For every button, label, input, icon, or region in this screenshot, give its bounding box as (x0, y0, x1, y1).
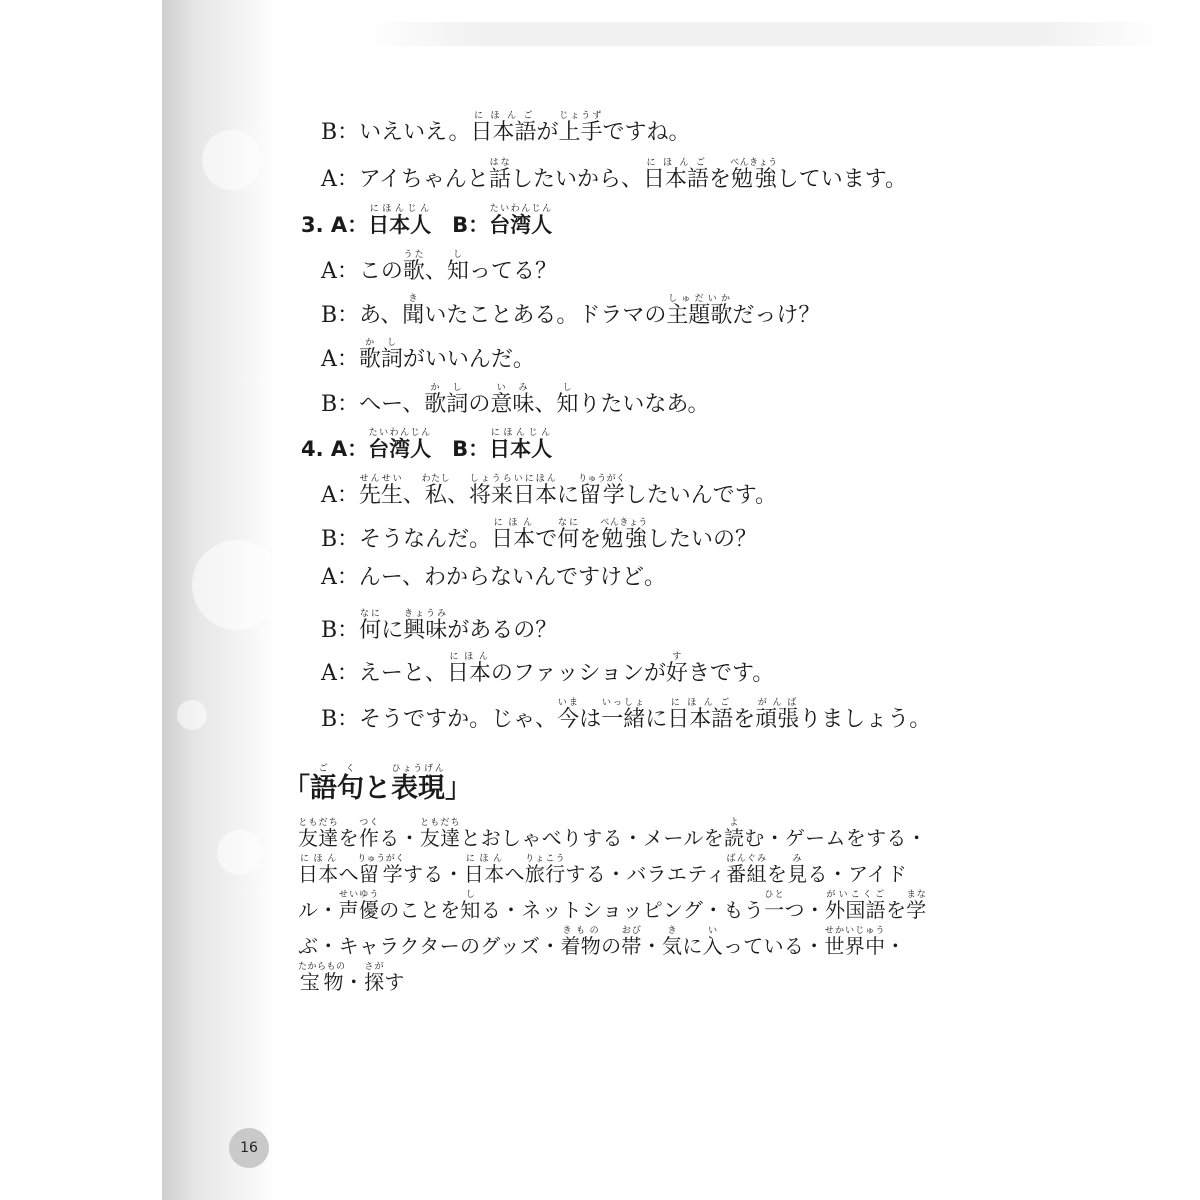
furigana: にほんご (667, 698, 734, 708)
furigana: き (662, 926, 683, 936)
furigana: ひょうげん (391, 764, 445, 774)
vocab-text: ぶ・キャラクターのグッズ・ (298, 934, 561, 958)
dialogue-line (321, 565, 666, 591)
dialogue-text: りましょう。 (799, 707, 932, 732)
dialogue-text: B：あ、 (321, 303, 403, 328)
dialogue-word: 勉強べんきょう (600, 518, 648, 552)
heading-word: 語句ごく (310, 764, 364, 804)
dialogue-word: 知し (556, 383, 579, 417)
vocab-text: へ (338, 862, 359, 886)
furigana: わたし (421, 474, 451, 484)
dialogue-word: 主題歌しゅだいか (666, 294, 733, 328)
dialogue-text: A：んー、わからないんですけど。 (321, 565, 667, 590)
dialogue-word: 留学りゅうがく (578, 474, 626, 508)
dialogue-text: で (535, 527, 558, 552)
dialogue-line (321, 609, 557, 644)
decorative-bubble (202, 130, 262, 190)
dialogue-word: 日本語にほんご (470, 111, 537, 145)
decorative-top-strip (362, 22, 1162, 46)
decorative-bubble (217, 830, 262, 875)
vocabulary-list (298, 818, 938, 1000)
vocab-text: に (682, 934, 703, 958)
furigana: いみ (490, 383, 535, 393)
dialogue-word: 日本語にほんご (642, 158, 709, 192)
decorative-bubble (192, 540, 282, 630)
vocab-word: 気き (662, 926, 683, 958)
dialogue-word: 何なに (557, 518, 580, 552)
vocab-word: 友達ともだち (419, 818, 461, 850)
vocab-text: へ (504, 862, 525, 886)
furigana: せかいじゅう (824, 926, 886, 936)
dialogue-group-header (301, 204, 552, 238)
vocab-text: する・バラエティ (565, 862, 727, 886)
dialogue-text: ですね。 (602, 120, 691, 145)
vocab-text: む・ゲームをする・ (744, 826, 927, 850)
dialogue-word: 私わたし (421, 474, 451, 508)
dialogue-text: を (733, 707, 756, 732)
vocab-text: ・ (343, 970, 365, 994)
vocab-text: る・アイドル・ (298, 862, 908, 922)
dialogue-line (321, 383, 710, 418)
vocab-word: 日本にほん (463, 854, 505, 886)
dialogue-text: があるの？ (447, 618, 558, 643)
furigana: たいわんじん (368, 428, 432, 438)
vocab-text: のことを (379, 898, 461, 922)
vocab-word: 入い (702, 926, 723, 958)
furigana: せんせい (358, 474, 403, 484)
furigana: じょうず (558, 111, 603, 121)
dialogue-text: 4. A： (301, 437, 369, 461)
dialogue-text: B：へー、 (321, 392, 425, 417)
dialogue-word: 日本にほん (446, 652, 491, 686)
vocab-text: を (885, 898, 907, 922)
dialogue-word: 今いま (557, 698, 580, 732)
dialogue-word: 日本語にほんご (667, 698, 734, 732)
dialogue-word: 日本にほん (491, 518, 536, 552)
furigana: かし (358, 338, 403, 348)
dialogue-word: 好す (666, 652, 689, 686)
vocab-text: する・ (402, 862, 464, 886)
dialogue-word: 将来日本しょうらいにほん (468, 474, 557, 508)
dialogue-word: 先生せんせい (358, 474, 403, 508)
vocab-word: 留学りゅうがく (357, 854, 405, 886)
vocab-text: る・ (379, 826, 420, 850)
furigana: し (556, 383, 579, 393)
furigana: たいわんじん (489, 204, 553, 214)
vocab-word: 宝物たからもの (298, 962, 346, 994)
dialogue-text: のファッションが (490, 661, 667, 686)
furigana: し (446, 250, 469, 260)
dialogue-text: を (579, 527, 602, 552)
vocab-word: 着物きもの (560, 926, 602, 958)
furigana: きょうみ (403, 609, 448, 619)
furigana: りゅうがく (357, 854, 405, 864)
dialogue-word: 日本人にほんじん (489, 428, 553, 461)
dialogue-text: B： (431, 213, 490, 237)
decorative-side-band (162, 0, 277, 1200)
vocab-word: 学まな (906, 890, 927, 922)
dialogue-word: 上手じょうず (558, 111, 603, 145)
heading-text: と (364, 773, 391, 804)
dialogue-text: を (708, 167, 731, 192)
furigana: ごく (310, 764, 364, 774)
vocab-text: ・ (641, 934, 663, 958)
vocab-word: 読よ (723, 818, 745, 850)
heading-text: 」 (445, 773, 472, 804)
dialogue-text: したいから、 (510, 167, 643, 192)
furigana: おび (621, 926, 642, 936)
vocab-text: を (338, 826, 359, 850)
dialogue-text: したいの？ (647, 527, 758, 552)
vocab-text: っている・ (722, 934, 825, 958)
dialogue-text: 、 (402, 483, 425, 508)
furigana: にほん (446, 652, 491, 662)
dialogue-word: 台湾人たいわんじん (489, 204, 553, 237)
vocab-text: す (384, 970, 405, 994)
vocab-word: 番組ばんぐみ (726, 854, 767, 886)
furigana: べんきょう (730, 158, 778, 168)
dialogue-line (321, 338, 535, 373)
dialogue-line (321, 158, 907, 193)
dialogue-text: したいんです。 (624, 483, 777, 508)
dialogue-group-header (301, 428, 552, 462)
vocab-text: を (766, 862, 788, 886)
furigana: りゅうがく (578, 474, 626, 484)
dialogue-text: いたことある。ドラマの (424, 303, 667, 328)
furigana: たからもの (298, 962, 346, 972)
dialogue-text: は (579, 707, 602, 732)
vocab-text: つ・ (784, 898, 826, 922)
decorative-bubble (177, 700, 207, 730)
vocab-text: の (601, 934, 622, 958)
furigana: なに (557, 518, 580, 528)
furigana: うた (402, 250, 425, 260)
section-heading (283, 764, 472, 805)
furigana: にほん (298, 854, 339, 864)
dialogue-text: 、 (446, 483, 469, 508)
furigana: がんば (755, 698, 800, 708)
vocab-word: 知し (460, 890, 481, 922)
dialogue-text: B： (431, 437, 490, 461)
vocab-word: 一ひと (764, 890, 785, 922)
furigana: み (787, 854, 808, 864)
vocab-word: 見み (787, 854, 808, 886)
furigana: にほんじん (489, 428, 553, 438)
dialogue-text: 、 (424, 259, 447, 284)
dialogue-word: 勉強べんきょう (730, 158, 778, 192)
furigana: さが (364, 962, 385, 972)
furigana: いま (557, 698, 580, 708)
furigana: べんきょう (600, 518, 648, 528)
dialogue-line (321, 111, 691, 146)
dialogue-word: 日本人にほんじん (368, 204, 432, 237)
dialogue-text: A： (321, 483, 359, 508)
furigana: し (460, 890, 481, 900)
vocab-text: とおしゃべりする・メールを (460, 826, 724, 850)
dialogue-text: A：アイちゃんと (321, 167, 489, 192)
furigana: かし (424, 383, 469, 393)
dialogue-text: 3. A： (301, 213, 369, 237)
vocab-word: 作つく (358, 818, 380, 850)
dialogue-word: 頑張がんば (755, 698, 800, 732)
dialogue-text: の (468, 392, 491, 417)
furigana: はな (488, 158, 511, 168)
furigana: なに (359, 609, 382, 619)
dialogue-text: しています。 (776, 167, 907, 192)
furigana: しょうらいにほん (468, 474, 557, 484)
dialogue-text: に (645, 707, 668, 732)
furigana: す (666, 652, 689, 662)
vocab-word: 外国語がいこくご (825, 890, 886, 922)
dialogue-text: きです。 (688, 661, 775, 686)
dialogue-line (321, 250, 557, 285)
dialogue-text: B： (321, 618, 360, 643)
furigana: よ (723, 818, 745, 828)
furigana: きもの (560, 926, 602, 936)
dialogue-text: に (556, 483, 579, 508)
furigana: しゅだいか (666, 294, 733, 304)
dialogue-line (321, 698, 931, 733)
dialogue-text: A：この (321, 259, 403, 284)
dialogue-word: 台湾人たいわんじん (368, 428, 432, 461)
furigana: りょこう (524, 854, 566, 864)
dialogue-word: 意味いみ (490, 383, 535, 417)
dialogue-text: B：そうなんだ。 (321, 527, 492, 552)
vocab-text: る・ネットショッピング・もう (480, 898, 765, 922)
furigana: き (402, 294, 425, 304)
dialogue-text: A：えーと、 (321, 661, 447, 686)
furigana: つく (358, 818, 380, 828)
dialogue-text: B：いえいえ。 (321, 120, 471, 145)
furigana: にほん (463, 854, 505, 864)
furigana: い (702, 926, 723, 936)
vocab-word: 旅行りょこう (524, 854, 566, 886)
dialogue-text: ってる？ (468, 259, 557, 284)
dialogue-text: がいいんだ。 (402, 347, 535, 372)
furigana: ばんぐみ (726, 854, 767, 864)
furigana: ともだち (298, 818, 339, 828)
dialogue-word: 一緒いっしょ (601, 698, 646, 732)
vocab-word: 声優せいゆう (338, 890, 380, 922)
dialogue-word: 知し (446, 250, 469, 284)
dialogue-text: りたいなあ。 (578, 392, 710, 417)
furigana: にほんご (642, 158, 709, 168)
dialogue-word: 歌詞かし (358, 338, 403, 372)
dialogue-line (321, 652, 774, 687)
furigana: がいこくご (825, 890, 886, 900)
dialogue-text: に (381, 618, 404, 643)
vocab-word: 友達ともだち (298, 818, 339, 850)
dialogue-text: B：そうですか。じゃ、 (321, 707, 558, 732)
furigana: まな (906, 890, 927, 900)
furigana: にほん (491, 518, 536, 528)
dialogue-word: 何なに (359, 609, 382, 643)
furigana: いっしょ (601, 698, 646, 708)
dialogue-word: 聞き (402, 294, 425, 328)
dialogue-word: 興味きょうみ (403, 609, 448, 643)
furigana: せいゆう (338, 890, 380, 900)
heading-word: 表現ひょうげん (391, 764, 445, 804)
vocab-word: 帯おび (621, 926, 642, 958)
dialogue-text: が (536, 120, 559, 145)
dialogue-text: A： (321, 347, 359, 372)
dialogue-word: 歌うた (402, 250, 425, 284)
furigana: ともだち (419, 818, 461, 828)
furigana: にほんじん (368, 204, 432, 214)
dialogue-line (321, 294, 820, 329)
furigana: ひと (764, 890, 785, 900)
furigana: にほんご (470, 111, 537, 121)
dialogue-word: 歌詞かし (424, 383, 469, 417)
vocab-text: ・ (885, 934, 906, 958)
dialogue-line (321, 474, 777, 509)
vocab-word: 世界中せかいじゅう (824, 926, 886, 958)
dialogue-line (321, 518, 757, 553)
dialogue-text: だっけ？ (732, 303, 821, 328)
heading-text: 「 (283, 773, 310, 804)
dialogue-word: 話はな (488, 158, 511, 192)
vocab-word: 日本にほん (298, 854, 339, 886)
vocab-word: 探さが (364, 962, 385, 994)
dialogue-text: 、 (534, 392, 557, 417)
page-number: 16 (229, 1128, 269, 1168)
